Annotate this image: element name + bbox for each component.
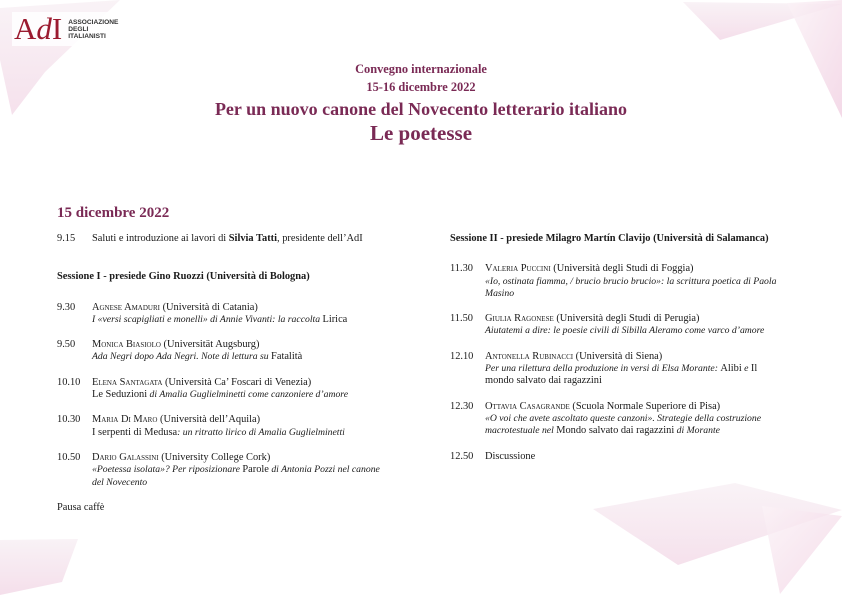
talk-title-segment: Parole [242, 464, 269, 476]
session-1-title: Sessione I - presiede Gino Ruozzi (Università di Bologna) [57, 271, 310, 283]
logo-text-line: ASSOCIAZIONE [68, 18, 119, 26]
session-1-entries [57, 302, 387, 489]
talk-title-segment: I «versi scapigliati e monelli» di Annie Vivanti: la raccolta [92, 313, 323, 325]
speaker-affiliation: (Università di Siena) [573, 350, 663, 362]
talk-title [92, 389, 387, 401]
entry-speaker [485, 451, 786, 463]
event-title: Per un nuovo canone del Novecento letterario italiano [214, 99, 628, 119]
day-heading: 15 dicembre 2022 [57, 205, 170, 221]
talk-title-segment: «Poetessa isolata»? Per riposizionare [92, 464, 243, 476]
talk-title-segment: Alibi [720, 363, 742, 375]
entry-speaker [92, 302, 387, 314]
talk-title-segment: di Amalia Guglielminetti come canzoniere d’amore [147, 389, 349, 401]
entry-body [485, 451, 786, 463]
entry-time: 9.50 [57, 339, 76, 351]
program-entry [450, 263, 786, 300]
entry-speaker [92, 377, 387, 389]
program-column-right [450, 233, 786, 476]
talk-title-segment: e [741, 363, 751, 375]
program-entry [57, 339, 387, 364]
intro-text-before: Saluti e introduzione ai lavori di [92, 233, 229, 244]
document-header [0, 60, 842, 145]
speaker-affiliation: (University College Cork) [158, 451, 271, 463]
talk-title [485, 363, 786, 388]
entry-time: 10.30 [57, 414, 81, 426]
entry-time: 10.10 [57, 376, 81, 388]
speaker-affiliation: (Scuola Normale Superiore di Pisa) [569, 400, 721, 412]
program-entry [450, 451, 786, 463]
entry-body [485, 313, 786, 338]
logo-text-line: DEGLI [68, 25, 89, 33]
speaker-name: Ottavia Casagrande [485, 400, 570, 412]
talk-title-segment: di Morante [674, 425, 720, 437]
talk-title [92, 314, 387, 326]
entry-time: 12.30 [450, 400, 474, 412]
talk-title-segment: Per una rilettura della produzione in versi di Elsa Morante: [485, 363, 721, 375]
talk-title-segment: Aiutatemi a dire: le poesie civili di Sibilla Aleramo come varco d’amore [485, 325, 765, 337]
talk-title-segment: Fatalità [271, 351, 303, 363]
program-entry [57, 302, 387, 327]
logo-mark-i: I [51, 11, 63, 46]
talk-title-segment: «Io, ostinata fiamma, / brucio brucio brucio»: la scrittura poetica di Paola Masino [485, 275, 777, 299]
speaker-affiliation: (Università degli Studi di Foggia) [550, 263, 694, 275]
intro-text [92, 233, 363, 245]
speaker-name: Maria Di Maro [92, 414, 158, 426]
talk-title-segment: Lirica [322, 313, 348, 325]
logo-text-line: ITALIANISTI [68, 33, 106, 41]
program-entry [57, 414, 387, 439]
entry-body [485, 401, 786, 438]
talk-title [485, 413, 786, 438]
speaker-name: Monica Biasiolo [92, 339, 161, 351]
logo-mark-d: d [36, 11, 52, 46]
program-entry [450, 351, 786, 388]
entry-speaker [485, 313, 786, 325]
event-type: Convegno internazionale [355, 62, 487, 76]
session-2-title: Sessione II - presiede Milagro Martín Clavijo (Università di Salamanca) [450, 233, 769, 244]
entry-speaker [92, 339, 387, 351]
intro-person: Silvia Tatti [228, 233, 277, 244]
speaker-affiliation: (Università degli Studi di Perugia) [553, 313, 700, 325]
entry-body [92, 339, 387, 364]
talk-title-segment: : un ritratto lirico di Amalia Guglielminetti [177, 426, 345, 438]
talk-title-segment: Mondo salvato dai ragazzini [556, 425, 675, 437]
entry-body [92, 414, 387, 439]
talk-title [485, 325, 786, 337]
speaker-name: Agnese Amaduri [92, 301, 160, 313]
entry-body [92, 377, 387, 402]
session-2-entries [450, 263, 786, 463]
entry-time: 10.50 [57, 451, 81, 463]
adi-logo [12, 12, 122, 46]
entry-speaker [92, 452, 387, 464]
entry-speaker [485, 351, 786, 363]
talk-title-segment: «O voi che avete ascoltato queste canzoni». Strategie della costruzione macrotestuale nel [485, 412, 762, 437]
talk-title-segment: I serpenti di Medusa [92, 426, 178, 438]
logo-mark-a: A [14, 11, 37, 46]
intro-text-after: , presidente dell’AdI [277, 233, 363, 244]
entry-time: 9.30 [57, 301, 76, 313]
program-entry [450, 313, 786, 338]
speaker-name: Antonella Rubinacci [485, 350, 574, 362]
entry-time: 12.10 [450, 350, 474, 362]
speaker-name: Giulia Ragonese [485, 313, 554, 325]
entry-body [92, 452, 387, 489]
talk-title [92, 351, 387, 363]
entry-time: 11.50 [450, 313, 473, 325]
talk-title-segment: Le Seduzioni [92, 389, 148, 401]
program-column-left [57, 233, 387, 514]
speaker-affiliation: (Università dell’Aquila) [157, 414, 261, 426]
program-entry [450, 401, 786, 438]
entry-time: 9.15 [57, 233, 76, 244]
speaker-name: Dario Galassini [92, 451, 159, 463]
entry-time: 12.50 [450, 450, 474, 462]
logo-mark [14, 11, 63, 46]
talk-title-segment: di Antonia Pozzi nel canone del Novecento [92, 464, 380, 488]
speaker-affiliation: Discussione [485, 450, 536, 462]
speaker-name: Elena Santagata [92, 376, 163, 388]
event-subtitle: Le poetesse [369, 121, 473, 145]
talk-title [92, 427, 387, 439]
entry-body [92, 302, 387, 327]
entry-body [485, 351, 786, 388]
talk-title [92, 464, 387, 489]
program-entry [57, 377, 387, 402]
entry-speaker [485, 263, 786, 275]
talk-title-segment: Il mondo salvato dai ragazzini [485, 363, 758, 387]
speaker-name: Valeria Puccini [485, 263, 551, 275]
talk-title [485, 276, 786, 301]
logo-text [68, 19, 118, 41]
coffee-break: Pausa caffè [57, 501, 105, 513]
speaker-affiliation: (Universität Augsburg) [160, 339, 260, 351]
entry-speaker [485, 401, 786, 413]
entry-time: 11.30 [450, 263, 473, 275]
event-dates: 15-16 dicembre 2022 [366, 80, 476, 94]
intro-entry [57, 233, 387, 245]
entry-body [485, 263, 786, 300]
entry-speaker [92, 414, 387, 426]
program-entry [57, 452, 387, 489]
speaker-affiliation: (Università di Catania) [159, 301, 258, 313]
talk-title-segment: Ada Negri dopo Ada Negri. Note di lettura su [92, 351, 272, 363]
speaker-affiliation: (Università Ca’ Foscari di Venezia) [162, 376, 312, 388]
